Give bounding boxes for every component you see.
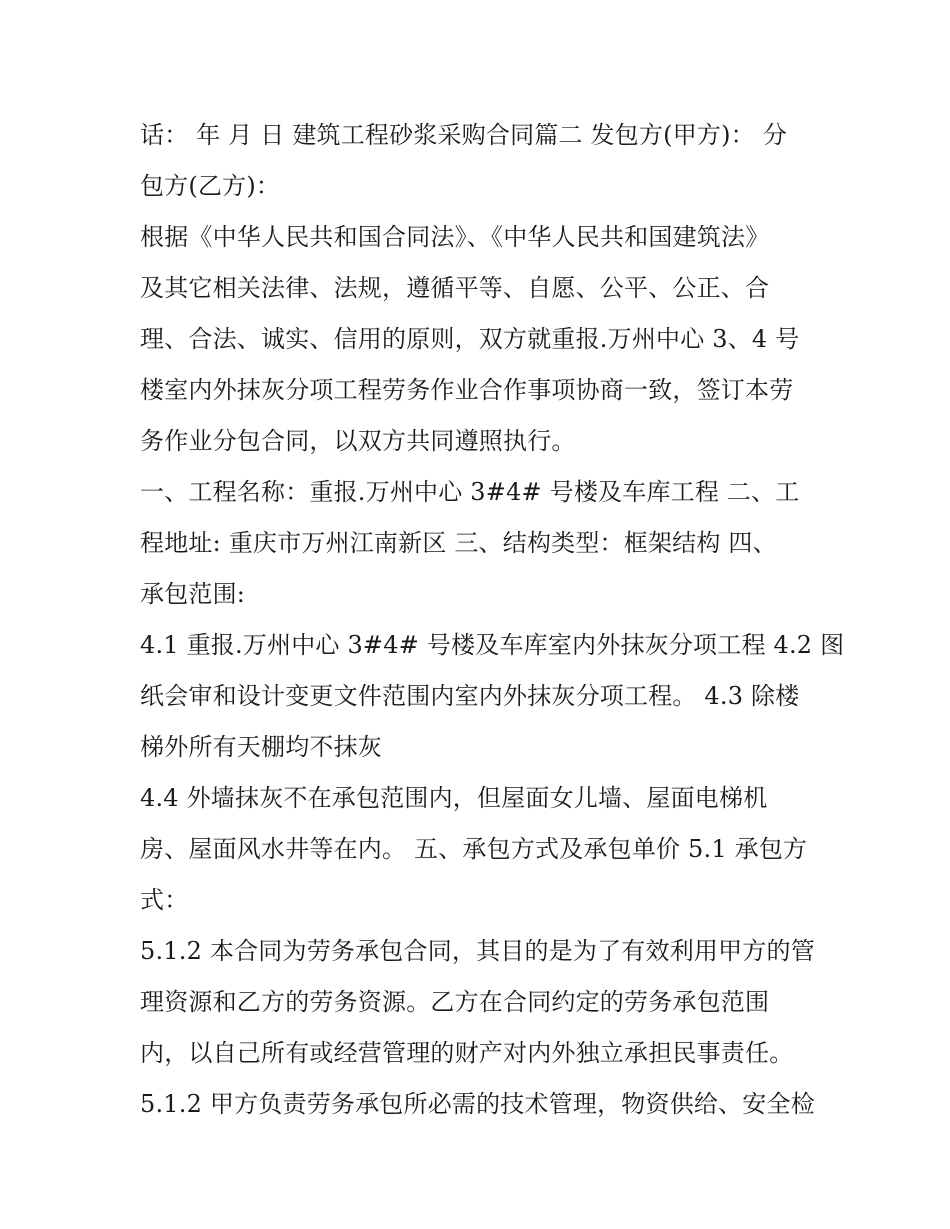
text-line: 话： 年 月 日 建筑工程砂浆采购合同篇二 发包方(甲方)： 分 xyxy=(140,121,787,149)
text-line: 5.1.2 甲方负责劳务承包所必需的技术管理，物资供给、安全检 xyxy=(140,1090,815,1118)
text-line: 一、工程名称：重报.万州中心 3#4# 号楼及车库工程 二、工 xyxy=(140,478,800,506)
text-line: 4.1 重报.万州中心 3#4# 号楼及车库室内外抹灰分项工程 4.2 图 xyxy=(140,631,845,659)
text-line: 内，以自己所有或经营管理的财产对内外独立承担民事责任。 xyxy=(140,1039,794,1067)
text-line: 理、合法、诚实、信用的原则，双方就重报.万州中心 3、4 号 xyxy=(140,325,800,353)
text-line: 包方(乙方)： xyxy=(140,172,281,200)
text-line: 5.1.2 本合同为劳务承包合同，其目的是为了有效利用甲方的管 xyxy=(140,937,815,965)
text-line: 楼室内外抹灰分项工程劳务作业合作事项协商一致，签订本劳 xyxy=(140,376,794,404)
text-line: 式： xyxy=(140,886,189,914)
text-line: 根据《中华人民共和国合同法》、《中华人民共和国建筑法》 xyxy=(140,223,770,251)
text-line: 纸会审和设计变更文件范围内室内外抹灰分项工程。 4.3 除楼 xyxy=(140,682,800,710)
text-line: 4.4 外墙抹灰不在承包范围内，但屋面女儿墙、屋面电梯机 xyxy=(140,784,768,812)
text-line: 梯外所有天棚均不抹灰 xyxy=(140,733,382,761)
text-line: 务作业分包合同，以双方共同遵照执行。 xyxy=(140,427,576,455)
document-body xyxy=(140,110,845,1130)
text-line: 程地址: 重庆市万州江南新区 三、结构类型：框架结构 四、 xyxy=(140,529,777,557)
text-line: 承包范围: xyxy=(140,580,246,608)
text-line: 及其它相关法律、法规，遵循平等、自愿、公平、公正、合 xyxy=(140,274,770,302)
text-line: 理资源和乙方的劳务资源。乙方在合同约定的劳务承包范围 xyxy=(140,988,770,1016)
text-line: 房、屋面风水井等在内。 五、承包方式及承包单价 5.1 承包方 xyxy=(140,835,808,863)
